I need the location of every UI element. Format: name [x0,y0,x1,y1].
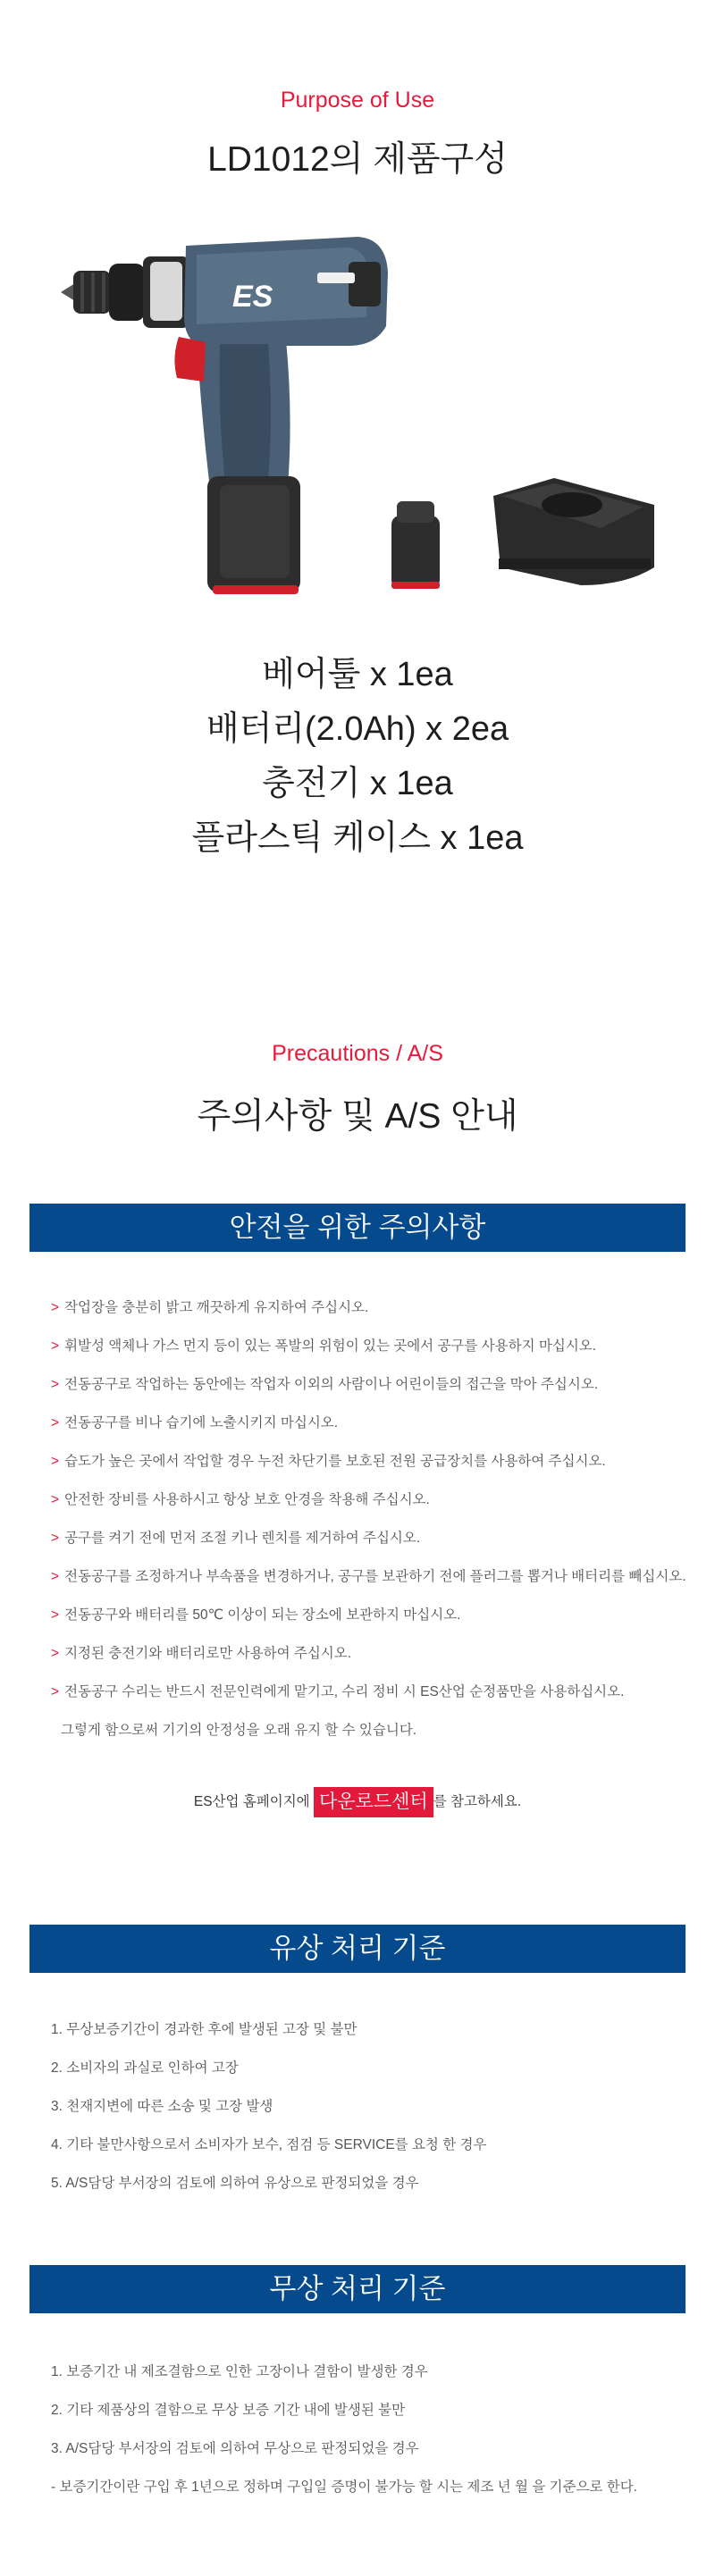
list-item: 5. A/S담당 부서장의 검토에 의하여 유상으로 판정되었을 경우 [51,2176,419,2191]
chevron-right-icon: > [51,1569,60,1584]
battery-charger [493,478,654,585]
drill-chuck [61,264,145,321]
safety-item: > 습도가 높은 곳에서 작업할 경우 누전 차단기를 보호된 전원 공급장치를 사용하여 주십시오. [51,1454,606,1469]
composition-subtitle: Purpose of Use [280,88,435,113]
safety-list [51,1288,686,1711]
drill-body [143,237,388,594]
download-suffix: 를 참고하세요. [433,1794,522,1810]
chevron-right-icon: > [51,1492,60,1507]
precautions-title: 주의사항 및 A/S 안내 [197,1097,518,1136]
safety-item: > 휘발성 액체나 가스 먼지 등이 있는 폭발의 위험이 있는 곳에서 공구를 사용하지 마십시오. [51,1338,597,1354]
list-item: - 보증기간이란 구입 후 1년으로 정하며 구입일 증명이 불가능 할 시는 제조 년 월 을 기준으로 한다. [51,2480,637,2495]
spare-battery [391,501,440,589]
list-item: 4. 기타 불만사항으로서 소비자가 보수, 점검 등 SERVICE를 요청 한 경우 [51,2137,487,2152]
list-item: 2. 소비자의 과실로 인하여 고장 [51,2060,239,2076]
chevron-right-icon: > [51,1607,60,1623]
composition-item-bare-tool: 베어툴 x 1ea [262,656,453,693]
safety-item: > 공구를 켜기 전에 먼저 조절 키나 렌치를 제거하여 주십시오. [51,1531,421,1546]
free-service-banner: 무상 처리 기준 [29,2265,686,2313]
download-center-button[interactable]: 다운로드센터 [314,1787,433,1817]
composition-item-charger: 충전기 x 1ea [262,765,453,802]
safety-item: > 작업장을 충분히 밝고 깨끗하게 유지하여 주십시오. [51,1300,369,1315]
safety-banner: 안전을 위한 주의사항 [29,1204,686,1252]
download-prefix: ES산업 홈페이지에 [193,1794,310,1810]
list-item: 2. 기타 제품상의 결함으로 무상 보증 기간 내에 발생된 불만 [51,2403,406,2418]
list-item: 1. 무상보증기간이 경과한 후에 발생된 고장 및 불만 [51,2022,358,2037]
composition-item-battery: 배터리(2.0Ah) x 2ea [206,710,509,748]
safety-item: > 전동공구를 조정하거나 부속품을 변경하거나, 공구를 보관하기 전에 플러그를 뽑거나 배터리를 빼십시오. [51,1569,686,1584]
chevron-right-icon: > [51,1338,60,1354]
product-image [54,192,679,603]
safety-item: > 전동공구로 작업하는 동안에는 작업자 이외의 사람이나 어린이들의 접근을 막아 주십시오. [51,1377,599,1392]
safety-item: > 지정된 충전기와 배터리로만 사용하여 주십시오. [51,1646,352,1661]
free-service-list [51,2353,637,2506]
chevron-right-icon: > [51,1377,60,1392]
download-notice [0,1787,715,1817]
paid-service-list [51,2010,486,2203]
safety-item: > 전동공구 수리는 반드시 전문인력에게 맡기고, 수리 정비 시 ES산업 순정품만을 사용하십시오. [51,1684,625,1699]
list-item: 1. 보증기간 내 제조결함으로 인한 고장이나 결함이 발생한 경우 [51,2364,428,2379]
chevron-right-icon: > [51,1300,60,1315]
composition-title: LD1012의 제품구성 [207,140,508,179]
chevron-right-icon: > [51,1415,60,1431]
list-item: 3. 천재지변에 따른 소송 및 고장 발생 [51,2099,273,2114]
composition-list [0,648,715,866]
chevron-right-icon: > [51,1454,60,1469]
safety-item: > 안전한 장비를 사용하시고 항상 보호 안경을 착용해 주십시오. [51,1492,430,1507]
chevron-right-icon: > [51,1646,60,1661]
brand-logo: ES [232,280,273,314]
chevron-right-icon: > [51,1684,60,1699]
composition-item-case: 플라스틱 케이스 x 1ea [191,819,524,857]
safety-note: 그렇게 함으로써 기기의 안정성을 오래 유지 할 수 있습니다. [61,1723,417,1738]
safety-item: > 전동공구와 배터리를 50℃ 이상이 되는 장소에 보관하지 마십시오. [51,1607,461,1623]
precautions-subtitle: Precautions / A/S [272,1041,443,1066]
chevron-right-icon: > [51,1531,60,1546]
paid-service-banner: 유상 처리 기준 [29,1925,686,1973]
safety-item: > 전동공구를 비나 습기에 노출시키지 마십시오. [51,1415,339,1431]
list-item: 3. A/S담당 부서장의 검토에 의하여 무상으로 판정되었을 경우 [51,2441,419,2456]
